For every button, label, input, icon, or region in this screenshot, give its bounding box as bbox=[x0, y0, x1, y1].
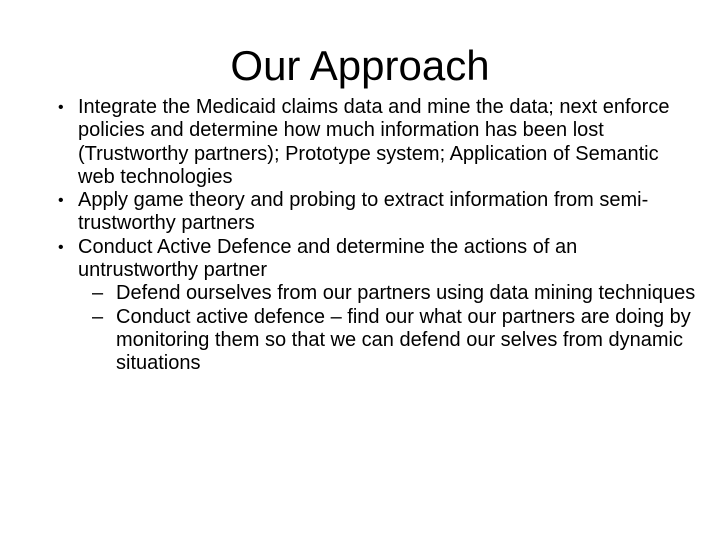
sub-bullet-item bbox=[58, 282, 698, 305]
bullet-text: Conduct Active Defence and determine the actions of an untrustworthy partner bbox=[78, 235, 578, 282]
bullet-dot-icon: • bbox=[58, 192, 64, 210]
bullet-dot-icon: • bbox=[58, 238, 64, 256]
bullet-item bbox=[58, 189, 698, 236]
dash-icon: – bbox=[92, 305, 104, 328]
dash-icon: – bbox=[92, 282, 104, 305]
sub-bullet-text: Conduct active defence – find our what our partners are doing by monitoring them so that we can defend our selves from dynamic situations bbox=[116, 305, 691, 375]
sub-bullet-item bbox=[58, 306, 698, 376]
slide-body bbox=[58, 96, 698, 376]
bullet-text: Apply game theory and probing to extract information from semi-trustworthy partners bbox=[78, 189, 649, 235]
bullet-item bbox=[58, 236, 698, 283]
bullet-dot-icon: • bbox=[58, 99, 64, 116]
bullet-text: Integrate the Medicaid claims data and mine the data; next enforce policies and determine how much information has been lost (Trustworthy partners); Prototype system; Application of Semantic web technologies bbox=[78, 96, 670, 188]
slide-title: Our Approach bbox=[230, 42, 490, 89]
sub-bullet-text: Defend ourselves from our partners using data mining techniques bbox=[116, 282, 696, 305]
bullet-item bbox=[58, 96, 698, 189]
